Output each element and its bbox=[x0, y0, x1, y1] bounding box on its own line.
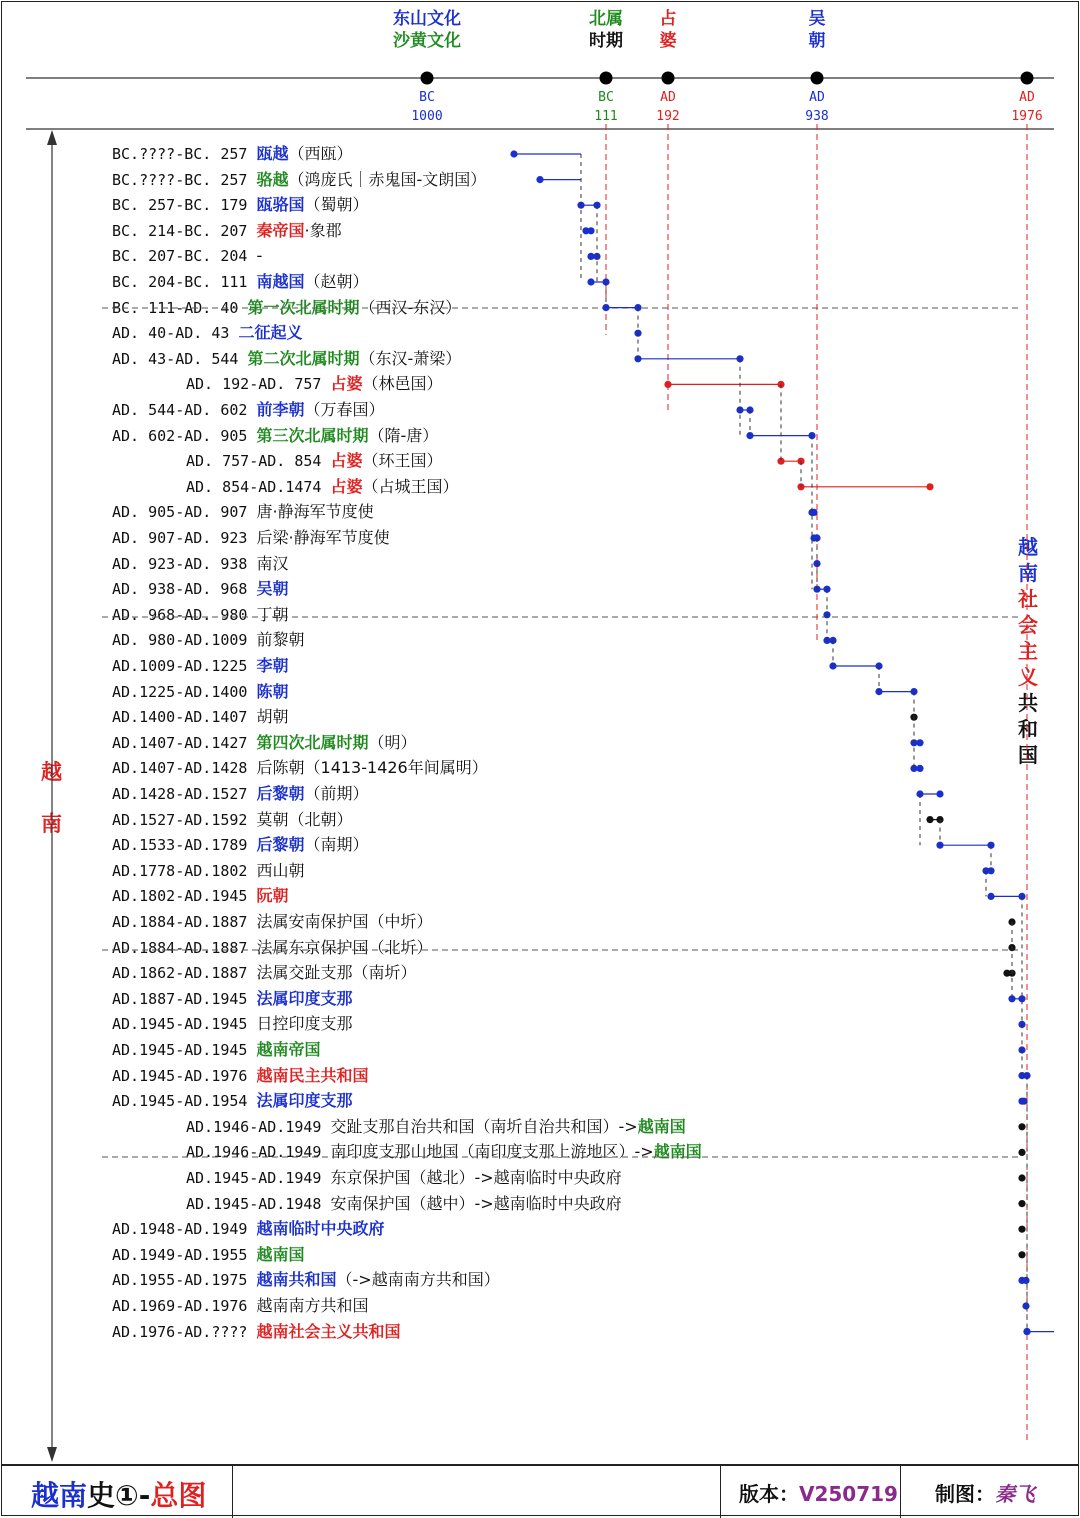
period-dates: AD.1400-AD.1407 bbox=[112, 708, 257, 727]
period-end-dot-14 bbox=[810, 509, 817, 516]
period-note: （万春国） bbox=[304, 400, 385, 419]
side-label-char: 社 bbox=[1018, 587, 1038, 611]
axis-dot-2 bbox=[662, 72, 675, 85]
period-dates: AD.1009-AD.1225 bbox=[112, 657, 257, 675]
period-dates: BC.????-BC. 257 bbox=[112, 145, 257, 163]
side-label-char: 会 bbox=[1018, 613, 1038, 637]
period-name: 前黎朝 bbox=[256, 630, 305, 650]
footer-bar bbox=[1, 1464, 1079, 1518]
period-start-dot-38 bbox=[1018, 1123, 1025, 1130]
period-dates: AD. 905-AD. 907 bbox=[112, 503, 257, 522]
footer-author bbox=[935, 1478, 1035, 1507]
period-name: 陈朝 bbox=[256, 681, 289, 701]
period-dates: AD.1802-AD.1945 bbox=[112, 887, 257, 906]
tick-year-2: 192 bbox=[656, 109, 680, 124]
side-label-char: 南 bbox=[1018, 561, 1038, 585]
period-dates: AD.1887-AD.1945 bbox=[112, 989, 257, 1008]
period-name: 法属交趾支那 bbox=[256, 963, 353, 983]
timeline-mark-3-line-1: 朝 bbox=[808, 31, 826, 51]
period-note: （北圻） bbox=[368, 937, 433, 957]
period-name: 越南南方共和国 bbox=[256, 1296, 369, 1315]
axis-dot-0 bbox=[421, 72, 434, 85]
period-note: （中圻） bbox=[368, 912, 433, 931]
period-name: 瓯越 bbox=[256, 144, 289, 163]
period-start-dot-5 bbox=[587, 278, 594, 285]
footer-title bbox=[31, 1474, 206, 1514]
period-name: 占婆 bbox=[330, 451, 363, 471]
period-name: 越南国 bbox=[256, 1244, 305, 1264]
period-start-dot-29 bbox=[987, 893, 994, 900]
period-dates: BC. 257-BC. 179 bbox=[112, 196, 257, 215]
period-name: 后陈朝 bbox=[256, 758, 305, 778]
period-dates: AD.1884-AD.1887 bbox=[112, 913, 257, 931]
author-value: 秦飞 bbox=[995, 1482, 1035, 1506]
tick-year-0: 1000 bbox=[411, 109, 443, 124]
period-dates: AD.1945-AD.1976 bbox=[112, 1066, 257, 1085]
period-dates: AD.1955-AD.1975 bbox=[112, 1271, 257, 1290]
period-end-dot-23 bbox=[916, 739, 923, 746]
period-dates: BC.????-BC. 257 bbox=[112, 170, 257, 189]
period-dates: AD. 192-AD. 757 bbox=[186, 375, 331, 394]
period-name: 第二次北属时期 bbox=[247, 348, 360, 368]
period-name: 法属安南保护国 bbox=[256, 912, 369, 931]
period-dates: BC. 214-BC. 207 bbox=[112, 221, 257, 240]
side-label-char: 义 bbox=[1018, 665, 1038, 689]
period-dates: AD. 980-AD.1009 bbox=[112, 631, 257, 650]
period-name: 后黎朝 bbox=[256, 784, 305, 803]
period-note: 越南国 bbox=[653, 1142, 702, 1162]
period-dates: AD.1945-AD.1945 bbox=[112, 1041, 257, 1059]
period-name: 越南民主共和国 bbox=[256, 1065, 369, 1085]
period-name: 前李朝 bbox=[256, 400, 305, 419]
tick-era-2: AD bbox=[660, 90, 676, 105]
period-dates: AD. 938-AD. 968 bbox=[112, 580, 257, 599]
axis-dot-4 bbox=[1021, 72, 1034, 85]
period-name: 唐·静海军节度使 bbox=[256, 502, 374, 522]
period-dates: AD.1945-AD.1949 bbox=[186, 1169, 331, 1187]
arrow-down-icon bbox=[47, 1447, 57, 1462]
period-note: （隋-唐） bbox=[368, 425, 439, 445]
period-dates: AD.1407-AD.1428 bbox=[112, 759, 257, 778]
period-name: 丁朝 bbox=[256, 604, 289, 624]
period-name: 西山朝 bbox=[256, 860, 305, 880]
timeline-mark-0-line-1: 沙黄文化 bbox=[393, 31, 461, 51]
period-dates: AD. 923-AD. 938 bbox=[112, 554, 257, 573]
period-dates: AD. 40-AD. 43 bbox=[112, 324, 239, 343]
period-dates: AD.1945-AD.1945 bbox=[112, 1015, 257, 1034]
period-name: 第四次北属时期 bbox=[256, 732, 369, 752]
period-name: 骆越 bbox=[256, 169, 289, 189]
period-end-dot-25 bbox=[936, 790, 943, 797]
version-label: 版本： bbox=[739, 1482, 799, 1506]
period-name: 南汉 bbox=[256, 553, 289, 573]
side-label-char: 主 bbox=[1018, 639, 1038, 663]
footer-title-part: 越南 bbox=[31, 1479, 88, 1512]
period-note: （前期） bbox=[304, 784, 369, 803]
period-note: （西汉-东汉） bbox=[359, 297, 462, 317]
period-dates: AD.1407-AD.1427 bbox=[112, 733, 257, 752]
tick-era-1: BC bbox=[598, 90, 614, 105]
period-name: 占婆 bbox=[330, 476, 363, 496]
tick-year-4: 1976 bbox=[1011, 109, 1043, 124]
period-name: - bbox=[256, 246, 263, 266]
arrow-up-icon bbox=[47, 130, 57, 145]
period-start-dot-1 bbox=[536, 176, 543, 183]
period-note: （1413-1426年间属明） bbox=[304, 758, 488, 778]
period-end-dot-3 bbox=[587, 227, 594, 234]
timeline-mark-1-line-0: 北属 bbox=[589, 9, 623, 29]
period-dates: AD.1533-AD.1789 bbox=[112, 836, 257, 855]
timeline-mark-3-line-0: 吴 bbox=[808, 9, 826, 29]
axis-dot-3 bbox=[811, 72, 824, 85]
period-dates: AD.1949-AD.1955 bbox=[112, 1245, 257, 1264]
footer-spacer-cell bbox=[232, 1466, 721, 1518]
period-note: （占城王国） bbox=[362, 476, 459, 496]
version-value: V250719 bbox=[799, 1482, 898, 1506]
author-label: 制图： bbox=[935, 1482, 995, 1506]
period-note: 越南国 bbox=[637, 1116, 686, 1136]
period-dates: AD. 968-AD. 980 bbox=[112, 605, 257, 624]
period-dates: AD.1884-AD.1887 bbox=[112, 938, 257, 957]
period-name: 法属印度支那 bbox=[256, 1091, 353, 1111]
period-note: （蜀朝） bbox=[304, 195, 369, 215]
period-end-dot-44 bbox=[1022, 1277, 1029, 1284]
period-name: 东京保护国（越北）->越南临时中央政府 bbox=[330, 1168, 622, 1187]
period-start-dot-45 bbox=[1022, 1302, 1029, 1309]
period-name: 越南社会主义共和国 bbox=[256, 1321, 401, 1341]
period-dates: AD.1945-AD.1954 bbox=[112, 1092, 257, 1111]
period-note: （西瓯） bbox=[288, 144, 353, 163]
period-note: （赵朝） bbox=[304, 272, 369, 291]
period-dates: AD.1946-AD.1949 bbox=[186, 1143, 331, 1162]
period-end-dot-28 bbox=[987, 867, 994, 874]
period-note: （南圻） bbox=[352, 963, 417, 983]
period-note: ·象郡 bbox=[304, 220, 342, 240]
period-note: （->越南南方共和国） bbox=[336, 1270, 500, 1290]
period-start-dot-40 bbox=[1018, 1174, 1025, 1181]
tick-year-3: 938 bbox=[805, 109, 829, 124]
timeline-mark-0-line-0: 东山文化 bbox=[393, 9, 461, 29]
period-start-dot-41 bbox=[1018, 1200, 1025, 1207]
tick-era-3: AD bbox=[809, 90, 825, 105]
period-dates: AD.1976-AD.???? bbox=[112, 1322, 257, 1341]
period-name: 胡朝 bbox=[256, 707, 289, 727]
vertical-label-char: 越 bbox=[41, 760, 62, 784]
period-name: 第一次北属时期 bbox=[247, 297, 360, 317]
period-start-dot-0 bbox=[510, 150, 517, 157]
period-start-dot-42 bbox=[1018, 1226, 1025, 1233]
period-name: 越南共和国 bbox=[256, 1270, 337, 1290]
tick-era-0: BC bbox=[419, 90, 435, 105]
footer-title-part: 总图 bbox=[150, 1479, 207, 1512]
period-note: （林邑国） bbox=[362, 374, 443, 394]
period-name: 法属东京保护国 bbox=[256, 937, 369, 957]
side-label-char: 国 bbox=[1018, 743, 1038, 767]
period-dates: AD.1527-AD.1592 bbox=[112, 810, 257, 829]
timeline-mark-2-line-0: 占 bbox=[659, 9, 677, 29]
period-name: 南印度支那山地国（南印度支那上游地区）-> bbox=[330, 1142, 654, 1162]
period-name: 第三次北属时期 bbox=[256, 425, 369, 445]
tick-era-4: AD bbox=[1019, 90, 1035, 105]
timeline-mark-2-line-1: 婆 bbox=[659, 31, 677, 51]
period-name: 瓯骆国 bbox=[256, 195, 305, 215]
period-note: （明） bbox=[368, 732, 417, 752]
period-note: （环王国） bbox=[362, 451, 443, 471]
period-note: （南期） bbox=[304, 835, 369, 855]
period-end-dot-24 bbox=[916, 765, 923, 772]
period-name: 李朝 bbox=[256, 656, 289, 675]
period-dates: AD. 544-AD. 602 bbox=[112, 401, 257, 419]
period-dates: BC. 207-BC. 204 bbox=[112, 247, 257, 266]
period-dates: AD. 854-AD.1474 bbox=[186, 477, 331, 496]
period-start-dot-43 bbox=[1018, 1251, 1025, 1258]
period-name: 阮朝 bbox=[256, 886, 289, 906]
footer-version bbox=[739, 1478, 898, 1507]
period-name: 日控印度支那 bbox=[256, 1014, 353, 1034]
period-name: 法属印度支那 bbox=[256, 988, 353, 1008]
period-name: 越南帝国 bbox=[256, 1040, 321, 1059]
vertical-label-char: 南 bbox=[41, 812, 62, 836]
period-dates: AD. 907-AD. 923 bbox=[112, 529, 257, 547]
period-name: 秦帝国 bbox=[256, 220, 305, 240]
period-dates: BC. 111-AD. 40 bbox=[112, 298, 248, 317]
axis-dot-1 bbox=[600, 72, 613, 85]
period-dates: AD.1945-AD.1948 bbox=[186, 1194, 331, 1213]
period-name: 莫朝 bbox=[256, 809, 289, 829]
period-name: 安南保护国（越中）->越南临时中央政府 bbox=[330, 1193, 622, 1213]
period-name: 后黎朝 bbox=[256, 835, 305, 855]
period-dates: AD.1428-AD.1527 bbox=[112, 785, 257, 803]
side-label-char: 和 bbox=[1018, 717, 1038, 741]
period-dates: AD.1948-AD.1949 bbox=[112, 1220, 257, 1239]
side-label-char: 共 bbox=[1018, 691, 1038, 715]
period-dates: AD. 602-AD. 905 bbox=[112, 426, 257, 445]
period-note: （北朝） bbox=[288, 809, 353, 829]
period-name: 二征起义 bbox=[238, 323, 303, 343]
period-start-dot-27 bbox=[936, 842, 943, 849]
period-start-dot-39 bbox=[1018, 1149, 1025, 1156]
period-name: 吴朝 bbox=[256, 579, 289, 599]
footer-title-part: 史①- bbox=[87, 1479, 151, 1512]
period-end-dot-13 bbox=[926, 483, 933, 490]
period-start-dot-26 bbox=[926, 816, 933, 823]
tick-year-1: 111 bbox=[594, 109, 618, 124]
period-note: （鸿庞氏｜赤鬼国-文朗国） bbox=[288, 169, 487, 189]
period-dates: AD. 43-AD. 544 bbox=[112, 349, 248, 368]
period-dates: BC. 204-BC. 111 bbox=[112, 273, 257, 291]
period-dates: AD. 757-AD. 854 bbox=[186, 452, 331, 471]
period-dates: AD.1225-AD.1400 bbox=[112, 682, 257, 701]
period-dates: AD.1946-AD.1949 bbox=[186, 1117, 331, 1136]
period-name: 越南临时中央政府 bbox=[256, 1219, 385, 1239]
period-name: 后梁·静海军节度使 bbox=[256, 528, 390, 547]
period-start-dot-9 bbox=[664, 381, 671, 388]
period-name: 占婆 bbox=[330, 374, 363, 394]
period-dates: AD.1969-AD.1976 bbox=[112, 1297, 257, 1315]
period-name: 交趾支那自治共和国（南圻自治共和国）-> bbox=[330, 1116, 638, 1136]
timeline-mark-1-line-1: 时期 bbox=[589, 31, 623, 51]
period-dates: AD.1778-AD.1802 bbox=[112, 861, 257, 880]
period-name: 南越国 bbox=[256, 272, 305, 291]
period-note: （东汉-萧梁） bbox=[359, 348, 462, 368]
side-label-char: 越 bbox=[1018, 535, 1038, 559]
period-dates: AD.1862-AD.1887 bbox=[112, 964, 257, 983]
